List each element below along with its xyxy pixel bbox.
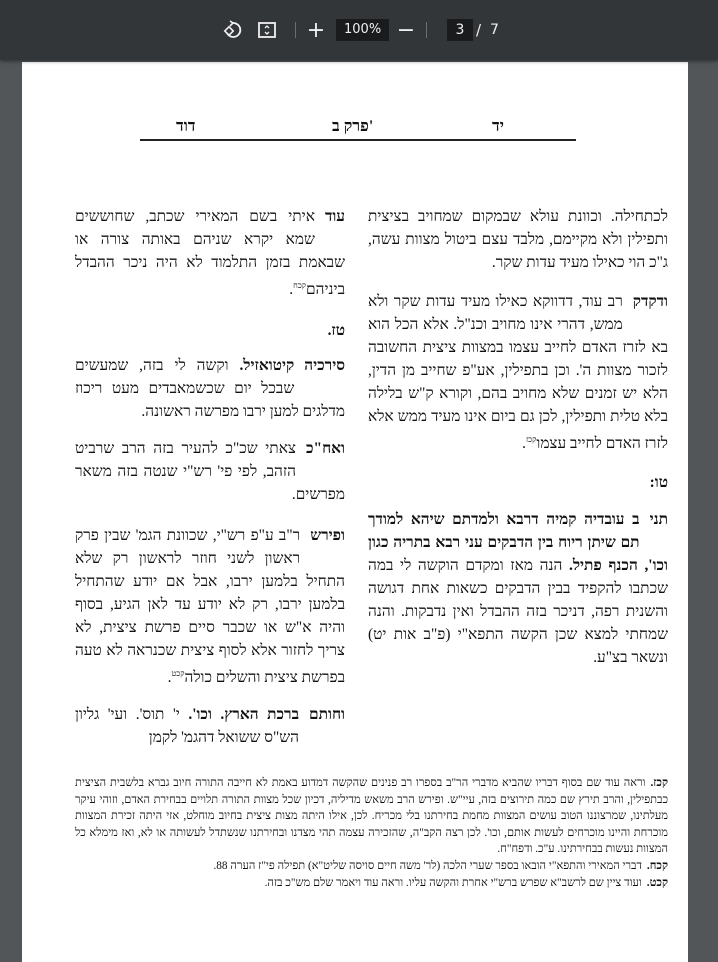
paragraph: ואח"כ צאתי שכ"כ להעיר בזה הרב שרביט הזהב, לפי פי' רש"י שנטה בזה משאר מפרשים. xyxy=(75,437,345,506)
lead-word: סירכיה xyxy=(304,357,345,375)
footnotes xyxy=(75,775,668,891)
zoom-out-button[interactable] xyxy=(395,18,417,42)
left-column xyxy=(75,205,345,749)
footnote-ref[interactable]: קכט xyxy=(171,669,185,679)
right-column xyxy=(368,205,668,669)
paragraph: ופירש ר"ב ע"פ רש"י, שכוונת הגמ' שבין פרק ראשון לשני חוזר לראשון רק שלא התחיל בלמען ירבו, אבל אם יודע שהתחיל בלמען ירבו, רק לא יודע עד לאן הגיע, בסוף והיה א"ש או שכבר סיים פרשת ציצית, לא צריך לחזור אלא לסוף ציצית שכנראה לא טעה בפרשת ציצית והשלים כולה$^{קכט}$. xyxy=(75,524,345,689)
paragraph: סירכיה קיטואזיל. וקשה לי בזה, שמעשים שבכל יום שכשמאבדים מעט ריכוז מדלגים למען ירבו מפרשה ראשונה. xyxy=(75,354,345,423)
footnote-ref[interactable]: קכז xyxy=(525,435,537,444)
page-number-input[interactable]: 3 xyxy=(447,18,473,42)
fit-page-icon xyxy=(257,20,277,40)
footnote: קכח.דברי המאירי והתפא"י הובאו בספר שערי הלכה (לר' משה חיים סויסה שליט"א) תפילה פי"ז הערה 88. xyxy=(213,859,668,872)
header-name: דוד xyxy=(176,118,196,135)
lead-word: וחותם xyxy=(309,706,345,724)
lead-word: ופירש xyxy=(310,527,345,545)
footnote: קכט.ועוד ציין שם לרשב"א שפרש ברש"י אחרת והקשה עליו. וראה עוד ויאמר שלם מש"כ בזה. xyxy=(264,876,668,889)
paragraph: לכתחילה. וכוונת עולא שבמקום שמחויב בציצית ותפילין ולא מקיימם, מלבד עצם ביטול מצוות עשה, ג"כ הוי כאילו מעיד עדות שקר. xyxy=(368,208,668,271)
lead-word: ודקדק xyxy=(632,293,668,310)
footnote-ref[interactable]: קכח xyxy=(293,281,307,290)
toolbar-divider xyxy=(426,22,427,38)
pdf-toolbar xyxy=(0,0,718,60)
header-page-number: יד xyxy=(492,118,504,135)
zoom-in-icon: + xyxy=(306,17,326,43)
zoom-in-button[interactable] xyxy=(305,18,327,42)
zoom-out-icon: − xyxy=(396,17,416,43)
footnote: קכז.וראה עוד שם בסוף דבריו שהביא מדברי הר"ב בספרו רב פנינים שהקשה דמדוע באמת לא חייבה התורה חיוב גברא בלשבית הציצית כבתפילין, והרב תירץ שם כמה תירוצים בזה, עיי"ש. ופירש הרב משאש מדיליה, דכיון שכל מצוות התורה תלויים בבחירת האדם, וזוהי עיקר מעלתינו, שמרצוננו הטוב עושים המצוות מחמת בחירתנו בלי מכריח. לכן, אילו היתה מצות ציצית בחיוב מוחלט, אזי היתה זכירת המצוות מוכרחת והיינו מוכרחים לעשות אותם, וכו'. לכן רצה הקב"ה, שהזכירה עצמה תהי מצדנו ובחירתנו שנשתדל לעשותה או לא, ואז מימלא כל המצוות נעשות בבחירתינו. ע"כ. ודפח"ח. xyxy=(75,777,668,856)
paragraph: עוד איתי בשם המאירי שכתב, שחוששים שמא יקרא שניהם באותה צורה או שבאמת בזמן התלמוד לא היה ניכר ההבדל ביניהם$^{קכח}$. xyxy=(75,205,345,301)
fit-page-button[interactable] xyxy=(255,18,279,42)
page-separator: / xyxy=(476,21,482,39)
lead-word: עוד xyxy=(324,208,345,225)
lead-word: ואח"כ xyxy=(306,440,345,458)
toolbar-divider xyxy=(295,22,296,38)
paragraph: ודקדק רב עוד, דדווקא כאילו מעיד עדות שקר ולא ממש, דהרי אינו מחויב וכנ"ל. אלא הכל הוא בא לזרז האדם לחייב עצמו במצוות ציצית החשובה לזכור מצוות ה'. וכן בתפילין, אע"פ שחייב מן הדין, הלא יש זמנים שלא מחויב בהם, וקורא ק"ש בלילה בלא טלית ותפילין, לכן גם ביום אינו מעיד ממש אלא לזרז האדם לחייב עצמו$^{קכז}$. xyxy=(368,290,668,455)
paragraph: תני ב עובדיה קמיה דרבא ולמדתם שיהא למודך תם שיתן ריוח בין הדבקים עני רבא בתריה כגון וכו', הכנף פתיל. הנה מאז ומקדם הוקשה לי במה שכתבו להקפיד בבין הדבקים כשאות אחת דגושה והשנית רפה, דניכר בזה ההבדל ואין נדבקות. והנה שמחתי למצא שכן הקשה התפא"י (פ"ב אות יט) ונשאר בצ"ע. xyxy=(368,508,668,669)
zoom-level-input[interactable]: 100% xyxy=(336,18,389,42)
header-chapter: פרק ב' xyxy=(332,118,374,135)
total-pages: 7 xyxy=(490,22,499,38)
paragraph: וחותם ברכת הארץ. וכו'. י' תוס'. ועי' גליון הש"ס ששואל דהגמ' לקמן xyxy=(75,703,345,749)
section-marker: טז. xyxy=(327,322,345,340)
header-rule xyxy=(140,139,576,141)
lead-word: תני xyxy=(649,511,668,529)
section-marker: טו: xyxy=(649,474,668,492)
rotate-icon xyxy=(223,20,243,40)
rotate-button[interactable] xyxy=(221,18,245,42)
